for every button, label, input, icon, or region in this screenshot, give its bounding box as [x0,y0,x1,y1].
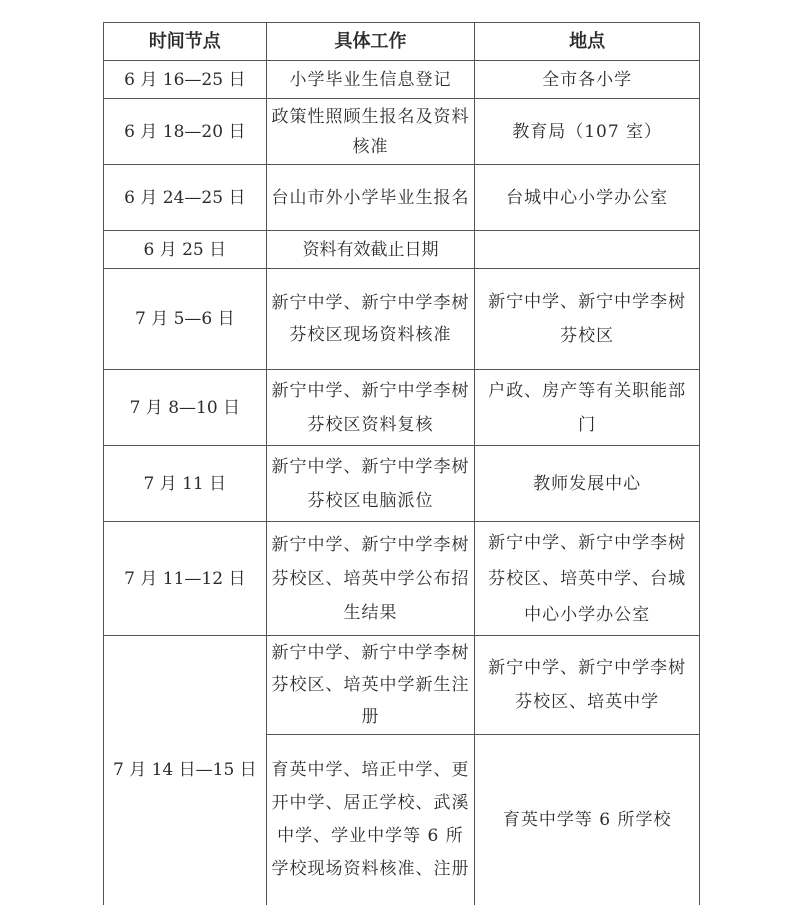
time-cell: 7 月 5—6 日 [104,269,267,370]
location-cell [475,231,700,269]
table-row [104,636,700,735]
work-cell: 资料有效截止日期 [266,231,475,269]
header-time: 时间节点 [104,23,267,61]
work-cell: 育英中学、培正中学、更开中学、居正学校、武溪中学、学业中学等 6 所学校现场资料核准、注册 [266,735,475,905]
work-cell: 政策性照顾生报名及资料核准 [266,99,475,165]
time-cell: 6 月 18—20 日 [104,99,267,165]
time-cell: 7 月 8—10 日 [104,370,267,446]
table-row [104,446,700,522]
location-cell: 全市各小学 [475,61,700,99]
time-cell: 7 月 11 日 [104,446,267,522]
time-cell: 6 月 25 日 [104,231,267,269]
table-row [104,99,700,165]
location-cell: 教育局（107 室） [475,99,700,165]
location-cell: 户政、房产等有关职能部门 [475,370,700,446]
table-row [104,269,700,370]
header-work: 具体工作 [266,23,475,61]
table-row [104,165,700,231]
location-cell: 台城中心小学办公室 [475,165,700,231]
header-location: 地点 [475,23,700,61]
time-cell: 7 月 11—12 日 [104,522,267,636]
schedule-table [103,22,700,905]
work-cell: 新宁中学、新宁中学李树芬校区电脑派位 [266,446,475,522]
work-cell: 新宁中学、新宁中学李树芬校区资料复核 [266,370,475,446]
work-cell: 新宁中学、新宁中学李树芬校区现场资料核准 [266,269,475,370]
table-row [104,231,700,269]
location-cell: 新宁中学、新宁中学李树芬校区、培英中学、台城中心小学办公室 [475,522,700,636]
table-row [104,61,700,99]
header-row [104,23,700,61]
time-cell: 6 月 24—25 日 [104,165,267,231]
work-cell: 台山市外小学毕业生报名 [266,165,475,231]
work-cell: 新宁中学、新宁中学李树芬校区、培英中学公布招生结果 [266,522,475,636]
table-row [104,522,700,636]
location-cell: 育英中学等 6 所学校 [475,735,700,905]
table-row [104,370,700,446]
location-cell: 新宁中学、新宁中学李树芬校区 [475,269,700,370]
location-cell: 教师发展中心 [475,446,700,522]
work-cell: 新宁中学、新宁中学李树芬校区、培英中学新生注册 [266,636,475,735]
location-cell: 新宁中学、新宁中学李树芬校区、培英中学 [475,636,700,735]
work-cell: 小学毕业生信息登记 [266,61,475,99]
merged-time-cell: 7 月 14 日—15 日 [104,636,267,905]
time-cell: 6 月 16—25 日 [104,61,267,99]
